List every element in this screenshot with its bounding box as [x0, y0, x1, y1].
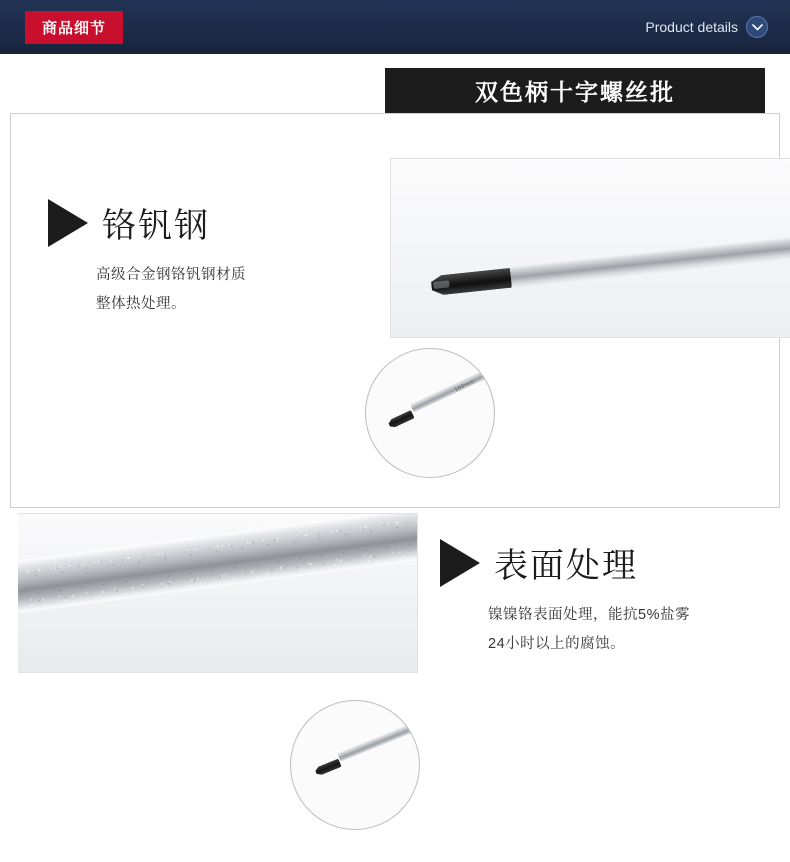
- header-tab-label: 商品细节: [41, 20, 106, 37]
- page-header: [0, 0, 790, 54]
- section-1-body-line-2: 整体热处理。: [96, 296, 186, 312]
- header-tab-product-details[interactable]: [25, 11, 123, 44]
- screwdriver-tip-photo: [390, 158, 790, 338]
- screwdriver-tip-magnifier: [365, 348, 495, 478]
- section-2-heading: 表面处理: [494, 546, 638, 586]
- page-title: [385, 68, 765, 113]
- page-title-text: 双色柄十字螺丝批: [475, 79, 675, 105]
- section-1-body-line-1: 高级合金钢铬钒钢材质: [96, 267, 246, 283]
- screwdriver-shaft-magnifier: [290, 700, 420, 830]
- magnifier-engraving-label: 100mm: [453, 378, 477, 394]
- section-2-text-block: [440, 538, 770, 659]
- magnifier-shaft-graphic: [410, 366, 495, 412]
- screwdriver-shaft-photo: [18, 513, 418, 673]
- magnifier-tip-graphic: [314, 758, 341, 776]
- header-right-group[interactable]: [645, 0, 768, 54]
- magnifier-shaft-graphic: [337, 721, 420, 762]
- triangle-right-icon: [440, 539, 480, 587]
- section-1-heading-row: [48, 198, 368, 247]
- section-1-heading: 铬钒钢: [102, 206, 210, 246]
- section-2-body: [488, 601, 770, 659]
- header-right-label: Product details: [645, 19, 738, 35]
- magnifier-tip-graphic: [387, 410, 414, 429]
- section-2-body-line-2: 24小时以上的腐蚀。: [488, 636, 626, 652]
- section-1-body: [96, 261, 368, 319]
- chevron-down-icon[interactable]: [746, 16, 768, 38]
- section-2-body-line-1: 镍镍铬表面处理，能抗5%盐雾: [488, 607, 690, 623]
- section-1-text-block: [48, 198, 368, 319]
- section-2-heading-row: [440, 538, 770, 587]
- triangle-right-icon: [48, 199, 88, 247]
